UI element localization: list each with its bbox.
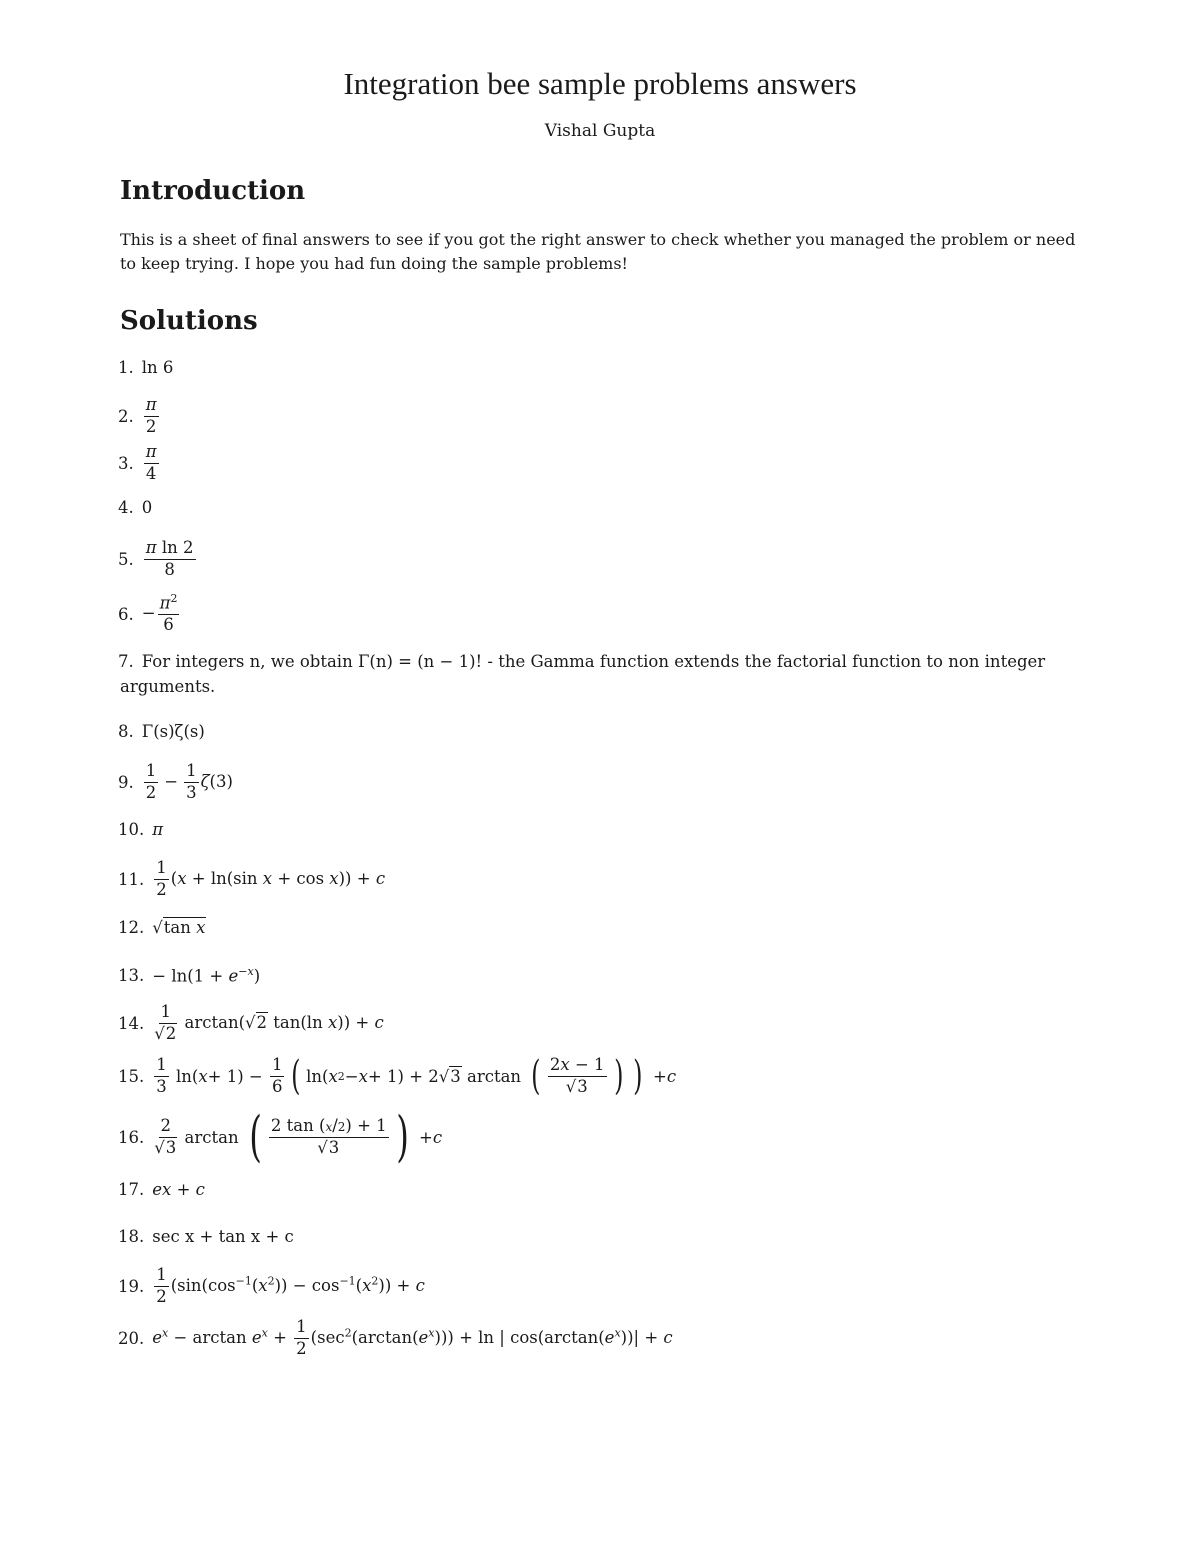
answer-7 (118, 652, 1045, 671)
solutions-heading: Solutions (120, 306, 258, 336)
answer-expression: sec x + tan x + c (152, 1227, 294, 1246)
answer-expression: ex + c (152, 1180, 205, 1199)
answer-expression: $\frac{\text{π ln 2}}{8}$ (145, 538, 194, 579)
answer-expression: $\frac{1}{√2}$ arctan(√2 tan(ln x)) + c (154, 1002, 384, 1043)
answer-number: 10. (118, 820, 145, 839)
answer-number: 1. (118, 358, 134, 377)
answer-expression: $\frac{\pi}{4}$ (145, 442, 157, 483)
answer-number: 12. (118, 918, 145, 937)
answer-number: 7. (118, 652, 134, 671)
answer-7-continued: arguments. (120, 677, 216, 696)
answer-15 (118, 1053, 677, 1100)
answer-expression: Γ(s)ζ(s) (141, 722, 205, 741)
answer-expression: $\frac{1}{3}$ ln( x + 1) − $\frac{1}{6}$ ( ln( x 2 − x + 1) + 2√ 3 arctan ( $\frac{2x - 1}{√3}$ ) ) + c (156, 1053, 677, 1100)
answer-number: 4. (118, 498, 134, 517)
answer-number: 17. (118, 1180, 145, 1199)
answer-number: 3. (118, 453, 134, 473)
answer-2 (118, 396, 161, 437)
answer-20 (118, 1318, 673, 1359)
answer-3 (118, 443, 161, 484)
answer-17 (118, 1180, 205, 1199)
answer-11 (118, 859, 385, 900)
answer-1 (118, 358, 173, 377)
answer-number: 19. (118, 1276, 145, 1296)
answer-expression: $e^x - \arctan e^x$ + $\frac{1}{2}$ $(\sec^2(\arctan(e^x))) + \ln$ | $\cos(\arctan(e^x))| + c$ (152, 1317, 673, 1358)
answer-expression: For integers n, we obtain Γ(n) = (n − 1)! - the Gamma function extends the factorial function to non integer (141, 652, 1046, 671)
answer-expression: 0 (141, 498, 153, 517)
answer-expression: − $\frac{\pi^2}{6}$ (141, 592, 178, 635)
answer-expression: ln 6 (141, 358, 174, 377)
answer-5 (118, 539, 198, 580)
answer-8 (118, 722, 205, 741)
answer-13 (118, 965, 260, 986)
answer-expression: − $\ln(1 + e^{-x})$ (152, 965, 261, 986)
answer-number: 9. (118, 772, 134, 792)
answer-12 (118, 918, 206, 937)
intro-paragraph: This is a sheet of final answers to see if you got the right answer to check whether you managed the problem or need to keep trying. I hope you had fun doing the sample problems! (120, 230, 1076, 273)
answer-number: 18. (118, 1227, 145, 1246)
answer-number: 11. (118, 869, 145, 889)
answer-9 (118, 762, 233, 803)
answer-number: 5. (118, 549, 134, 569)
answer-number: 8. (118, 722, 134, 741)
answer-number: 14. (118, 1013, 145, 1033)
document-title: Integration bee sample problems answers (343, 66, 857, 101)
answer-number: 15. (118, 1066, 145, 1086)
answer-expression: $\frac{1}{2}$ (x + ln(sin x + cos x)) + c (156, 858, 386, 899)
answer-number: 2. (118, 406, 134, 426)
answer-4 (118, 498, 152, 517)
document-author: Vishal Gupta (544, 121, 656, 141)
answer-expression: $\frac{\pi}{2}$ (145, 395, 157, 436)
answer-number: 16. (118, 1127, 145, 1147)
answer-number: 20. (118, 1328, 145, 1348)
answer-6 (118, 593, 181, 635)
answer-19 (118, 1266, 425, 1307)
answer-10 (118, 820, 163, 839)
intro-heading: Introduction (120, 176, 306, 206)
answer-18 (118, 1227, 294, 1246)
answer-expression: $\frac{1}{2}$ − $\frac{1}{3}$ ζ(3) (145, 761, 233, 802)
answer-number: 6. (118, 604, 134, 624)
answer-expression: π (152, 820, 164, 839)
answer-expression: √tan x (152, 918, 206, 937)
answer-14 (118, 1003, 384, 1044)
answer-expression: $\frac{2}{√3}$ arctan ( $\frac{2 \tan (x/2) + 1}{√3}$ ) + c (154, 1105, 443, 1168)
answer-number: 13. (118, 965, 145, 985)
answer-expression: $\frac{1}{2}$ $(\sin(\cos^{-1}(x^2)) - \cos^{-1}(x^2)) + c$ (156, 1265, 425, 1306)
answer-16 (118, 1105, 443, 1168)
